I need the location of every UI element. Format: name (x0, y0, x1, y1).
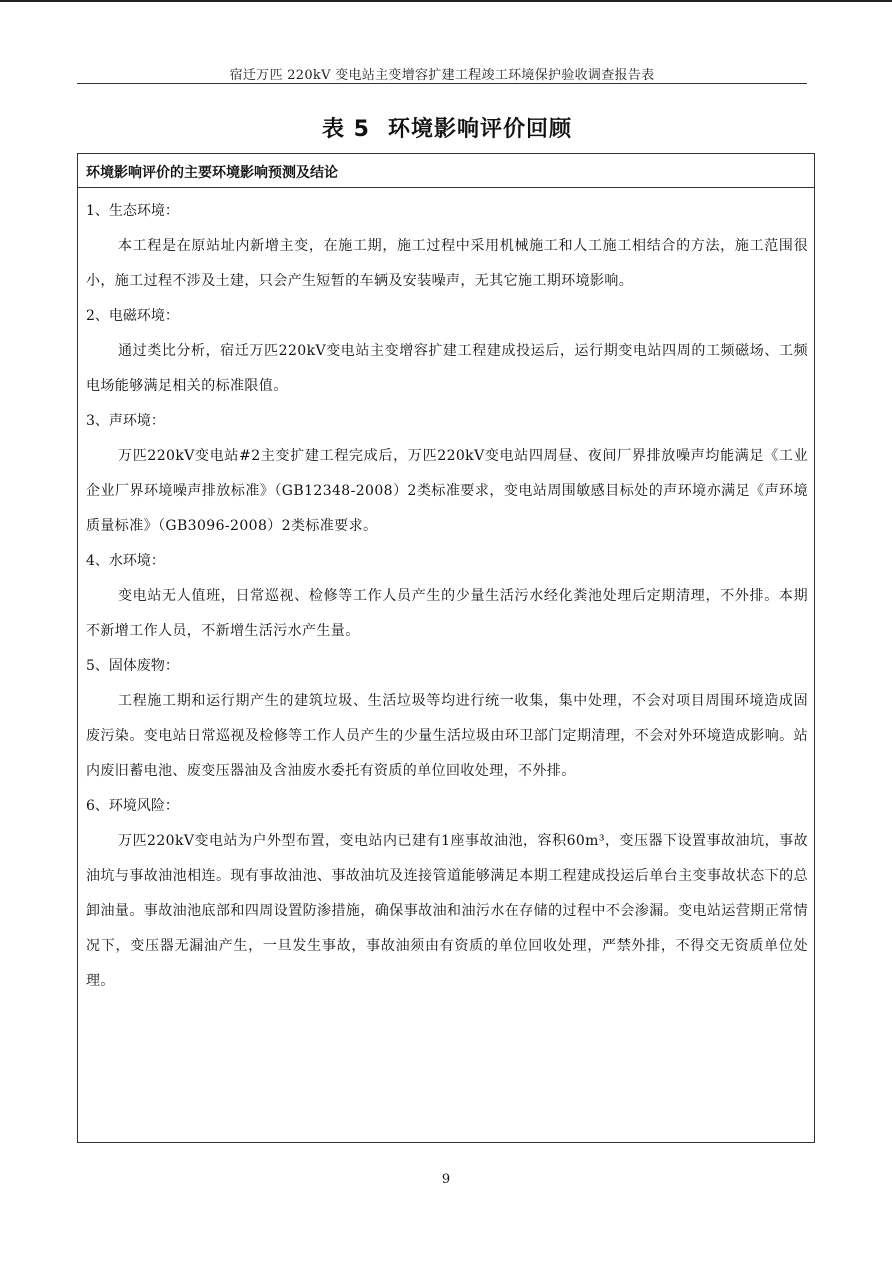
table-title (77, 112, 817, 143)
section-electromagnetic-heading: 2、电磁环境： (86, 308, 179, 324)
section-electromagnetic-paragraph: 通过类比分析，宿迁万匹220kV变电站主变增容扩建工程建成投运后，运行期变电站四周的工频磁场、工频电场能够满足相关的标准限值。 (86, 343, 808, 394)
header-rule (77, 83, 807, 84)
table-title-text: 环境影响评价回顾 (387, 117, 572, 142)
table-heading: 环境影响评价的主要环境影响预测及结论 (78, 154, 814, 188)
section-solid-waste-heading: 5、固体废物： (86, 658, 179, 674)
section-solid-waste-paragraph: 工程施工期和运行期产生的建筑垃圾、生活垃圾等均进行统一收集，集中处理，不会对项目周围环境造成固废污染。变电站日常巡视及检修等工作人员产生的少量生活垃圾由环卫部门定期清理，不会对外环境造成影响。站内废旧蓄电池、废变压器油及含油废水委托有资质的单位回收处理，不外排。 (86, 693, 808, 779)
section-risk-paragraph: 万匹220kV变电站为户外型布置，变电站内已建有1座事故油池，容积60m³，变压器下设置事故油坑，事故油坑与事故油池相连。现有事故油池、事故油坑及连接管道能够满足本期工程建成投运后单台主变事故状态下的总卸油量。事故油池底部和四周设置防渗措施，确保事故油和油污水在存储的过程中不会渗漏。变电站运营期正常情况下，变压器无漏油产生，一旦发生事故，事故油须由有资质的单位回收处理，严禁外排，不得交无资质单位处理。 (86, 833, 808, 989)
table-number: 表 5 (322, 117, 370, 142)
section-ecology-paragraph: 本工程是在原站址内新增主变，在施工期，施工过程中采用机械施工和人工施工相结合的方法，施工范围很小，施工过程不涉及土建，只会产生短暂的车辆及安装噪声，无其它施工期环境影响。 (86, 238, 808, 289)
section-risk-heading: 6、环境风险： (86, 798, 179, 814)
review-table (77, 153, 815, 1143)
section-water-paragraph: 变电站无人值班，日常巡视、检修等工作人员产生的少量生活污水经化粪池处理后定期清理，不外排。本期不新增工作人员，不新增生活污水产生量。 (86, 588, 808, 639)
table-body (78, 188, 814, 999)
running-header: 宿迁万匹 220kV 变电站主变增容扩建工程竣工环境保护验收调查报告表 (229, 68, 655, 83)
section-ecology-heading: 1、生态环境： (86, 203, 179, 219)
page-top-border (0, 0, 892, 2)
section-water-heading: 4、水环境： (86, 553, 165, 569)
page-number: 9 (441, 1172, 451, 1187)
section-acoustic-heading: 3、声环境： (86, 413, 165, 429)
section-acoustic-paragraph: 万匹220kV变电站#2主变扩建工程完成后，万匹220kV变电站四周昼、夜间厂界排放噪声均能满足《工业企业厂界环境噪声排放标准》（GB12348-2008）2类标准要求，变电站周围敏感目标处的声环境亦满足《声环境质量标准》（GB3096-2008）2类标准要求。 (86, 448, 808, 534)
